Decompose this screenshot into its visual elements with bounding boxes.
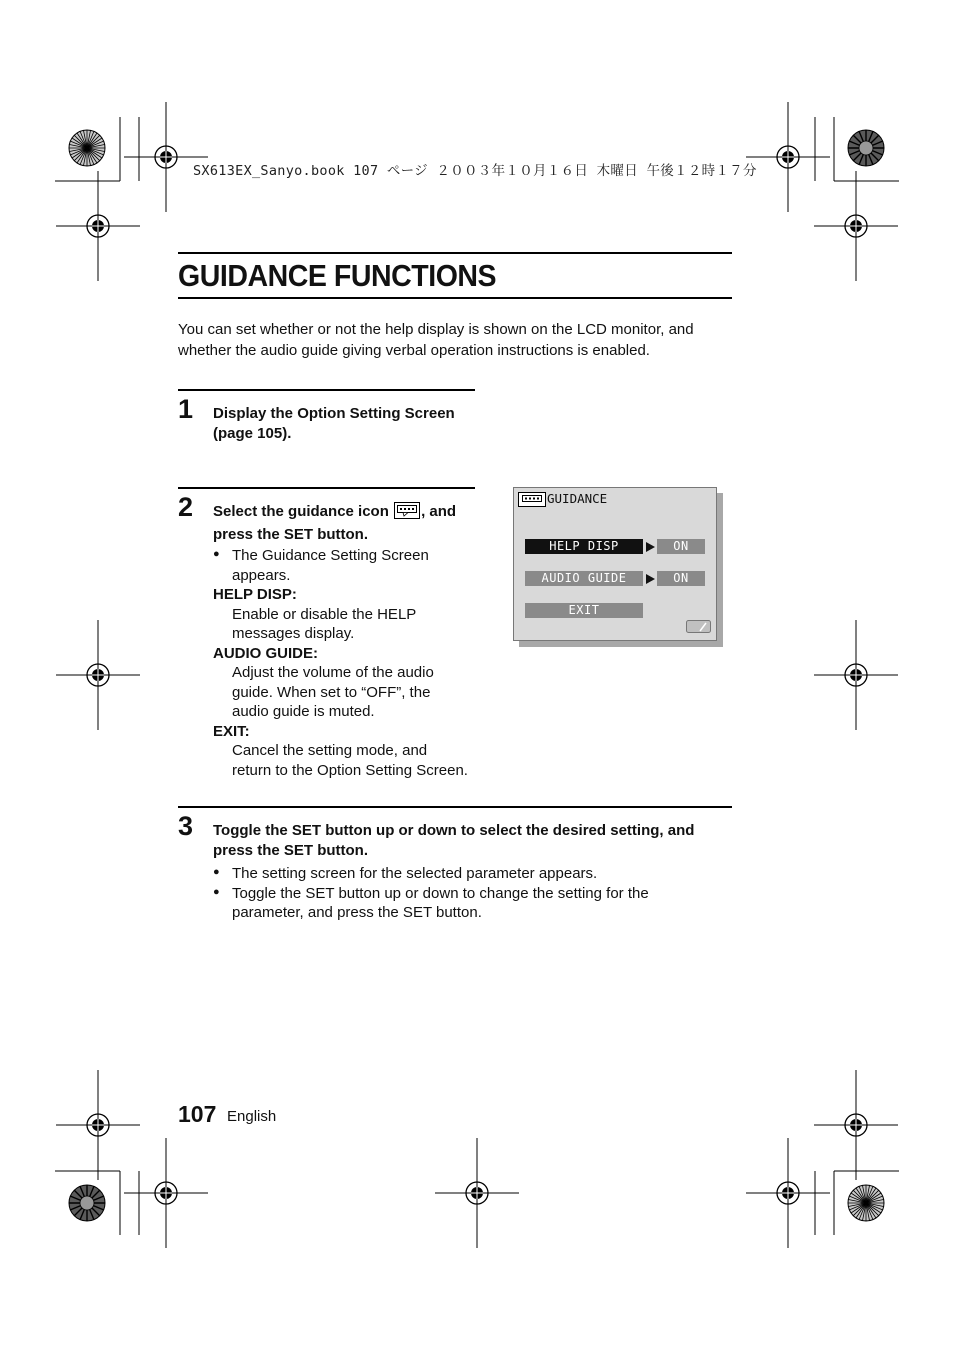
step-3-text [213, 821, 743, 861]
arrow-right-icon [646, 542, 655, 552]
bullet-text: appears. [232, 566, 291, 584]
step-3-details [213, 864, 733, 923]
step-3-number: 3 [178, 811, 194, 841]
audio-guide-label: AUDIO GUIDE: [213, 644, 318, 662]
step-1-line: (page 105). [213, 425, 292, 442]
audio-guide-desc: Adjust the volume of the audio [232, 664, 434, 681]
bullet-icon: ● [213, 885, 220, 898]
help-disp-label: HELP DISP: [213, 586, 297, 603]
battery-icon [686, 620, 712, 638]
step-1-line: Display the Option Setting Screen [213, 405, 455, 422]
step-1-text [213, 404, 455, 444]
step-1-rule [178, 389, 475, 391]
lcd-audio-guide: AUDIO GUIDE [525, 571, 643, 586]
print-header: SX613EX_Sanyo.book 107 ページ ２００３年１０月１６日 木曜日 午後１２時１７分 [193, 163, 757, 179]
list-item [213, 546, 493, 585]
bullet-text: parameter, and press the SET button. [232, 904, 482, 921]
exit-desc: Cancel the setting mode, and [232, 742, 428, 759]
step-3-line: press the SET button. [213, 842, 369, 859]
step-2-line: press the SET button. [213, 526, 369, 543]
lcd-guidance-screen [513, 487, 717, 641]
exit-desc: return to the Option Setting Screen. [232, 761, 468, 779]
step-3-rule [178, 806, 732, 808]
step-2-rule [178, 487, 475, 489]
step-2-line [213, 502, 456, 525]
lcd-help-value: ON [657, 539, 705, 554]
guidance-icon [394, 502, 420, 525]
lcd-title: GUIDANCE [547, 491, 608, 506]
page-number: 107 [178, 1101, 217, 1127]
lcd-exit: EXIT [525, 603, 643, 618]
audio-guide-desc: guide. When set to “OFF”, the [232, 683, 431, 701]
title-bottom-rule [178, 297, 732, 299]
intro-line: You can set whether or not the help display is shown on the LCD monitor, and [178, 321, 694, 338]
page-title: GUIDANCE FUNCTIONS [178, 258, 497, 293]
intro-paragraph [178, 319, 738, 361]
list-item [213, 884, 733, 923]
step-2-details [213, 546, 493, 780]
bullet-text: Toggle the SET button up or down to change the setting for the [232, 884, 649, 902]
bullet-icon: ● [213, 548, 220, 560]
step-2-text [213, 502, 456, 545]
intro-line: whether the audio guide giving verbal operation instructions is enabled. [178, 342, 650, 359]
bullet-text: The setting screen for the selected parameter appears. [232, 865, 598, 882]
step-2-text-a: Select the guidance icon [213, 503, 389, 520]
step-2-number: 2 [178, 492, 194, 522]
footer-language: English [227, 1108, 277, 1125]
step-1-number: 1 [178, 394, 194, 424]
bullet-icon: ● [213, 866, 220, 878]
help-disp-desc: messages display. [232, 625, 355, 642]
arrow-right-icon [646, 574, 655, 584]
lcd-help-disp: HELP DISP [525, 539, 643, 554]
guidance-icon [518, 492, 546, 512]
bullet-text: The Guidance Setting Screen [232, 547, 429, 564]
step-2-text-b: , and [421, 503, 457, 520]
title-top-rule [178, 252, 732, 254]
list-item [213, 864, 733, 884]
exit-label: EXIT: [213, 722, 250, 740]
lcd-audio-value: ON [657, 571, 705, 586]
help-disp-desc: Enable or disable the HELP [232, 605, 417, 623]
step-3-line: Toggle the SET button up or down to select the desired setting, and [213, 822, 695, 839]
audio-guide-desc: audio guide is muted. [232, 703, 375, 720]
